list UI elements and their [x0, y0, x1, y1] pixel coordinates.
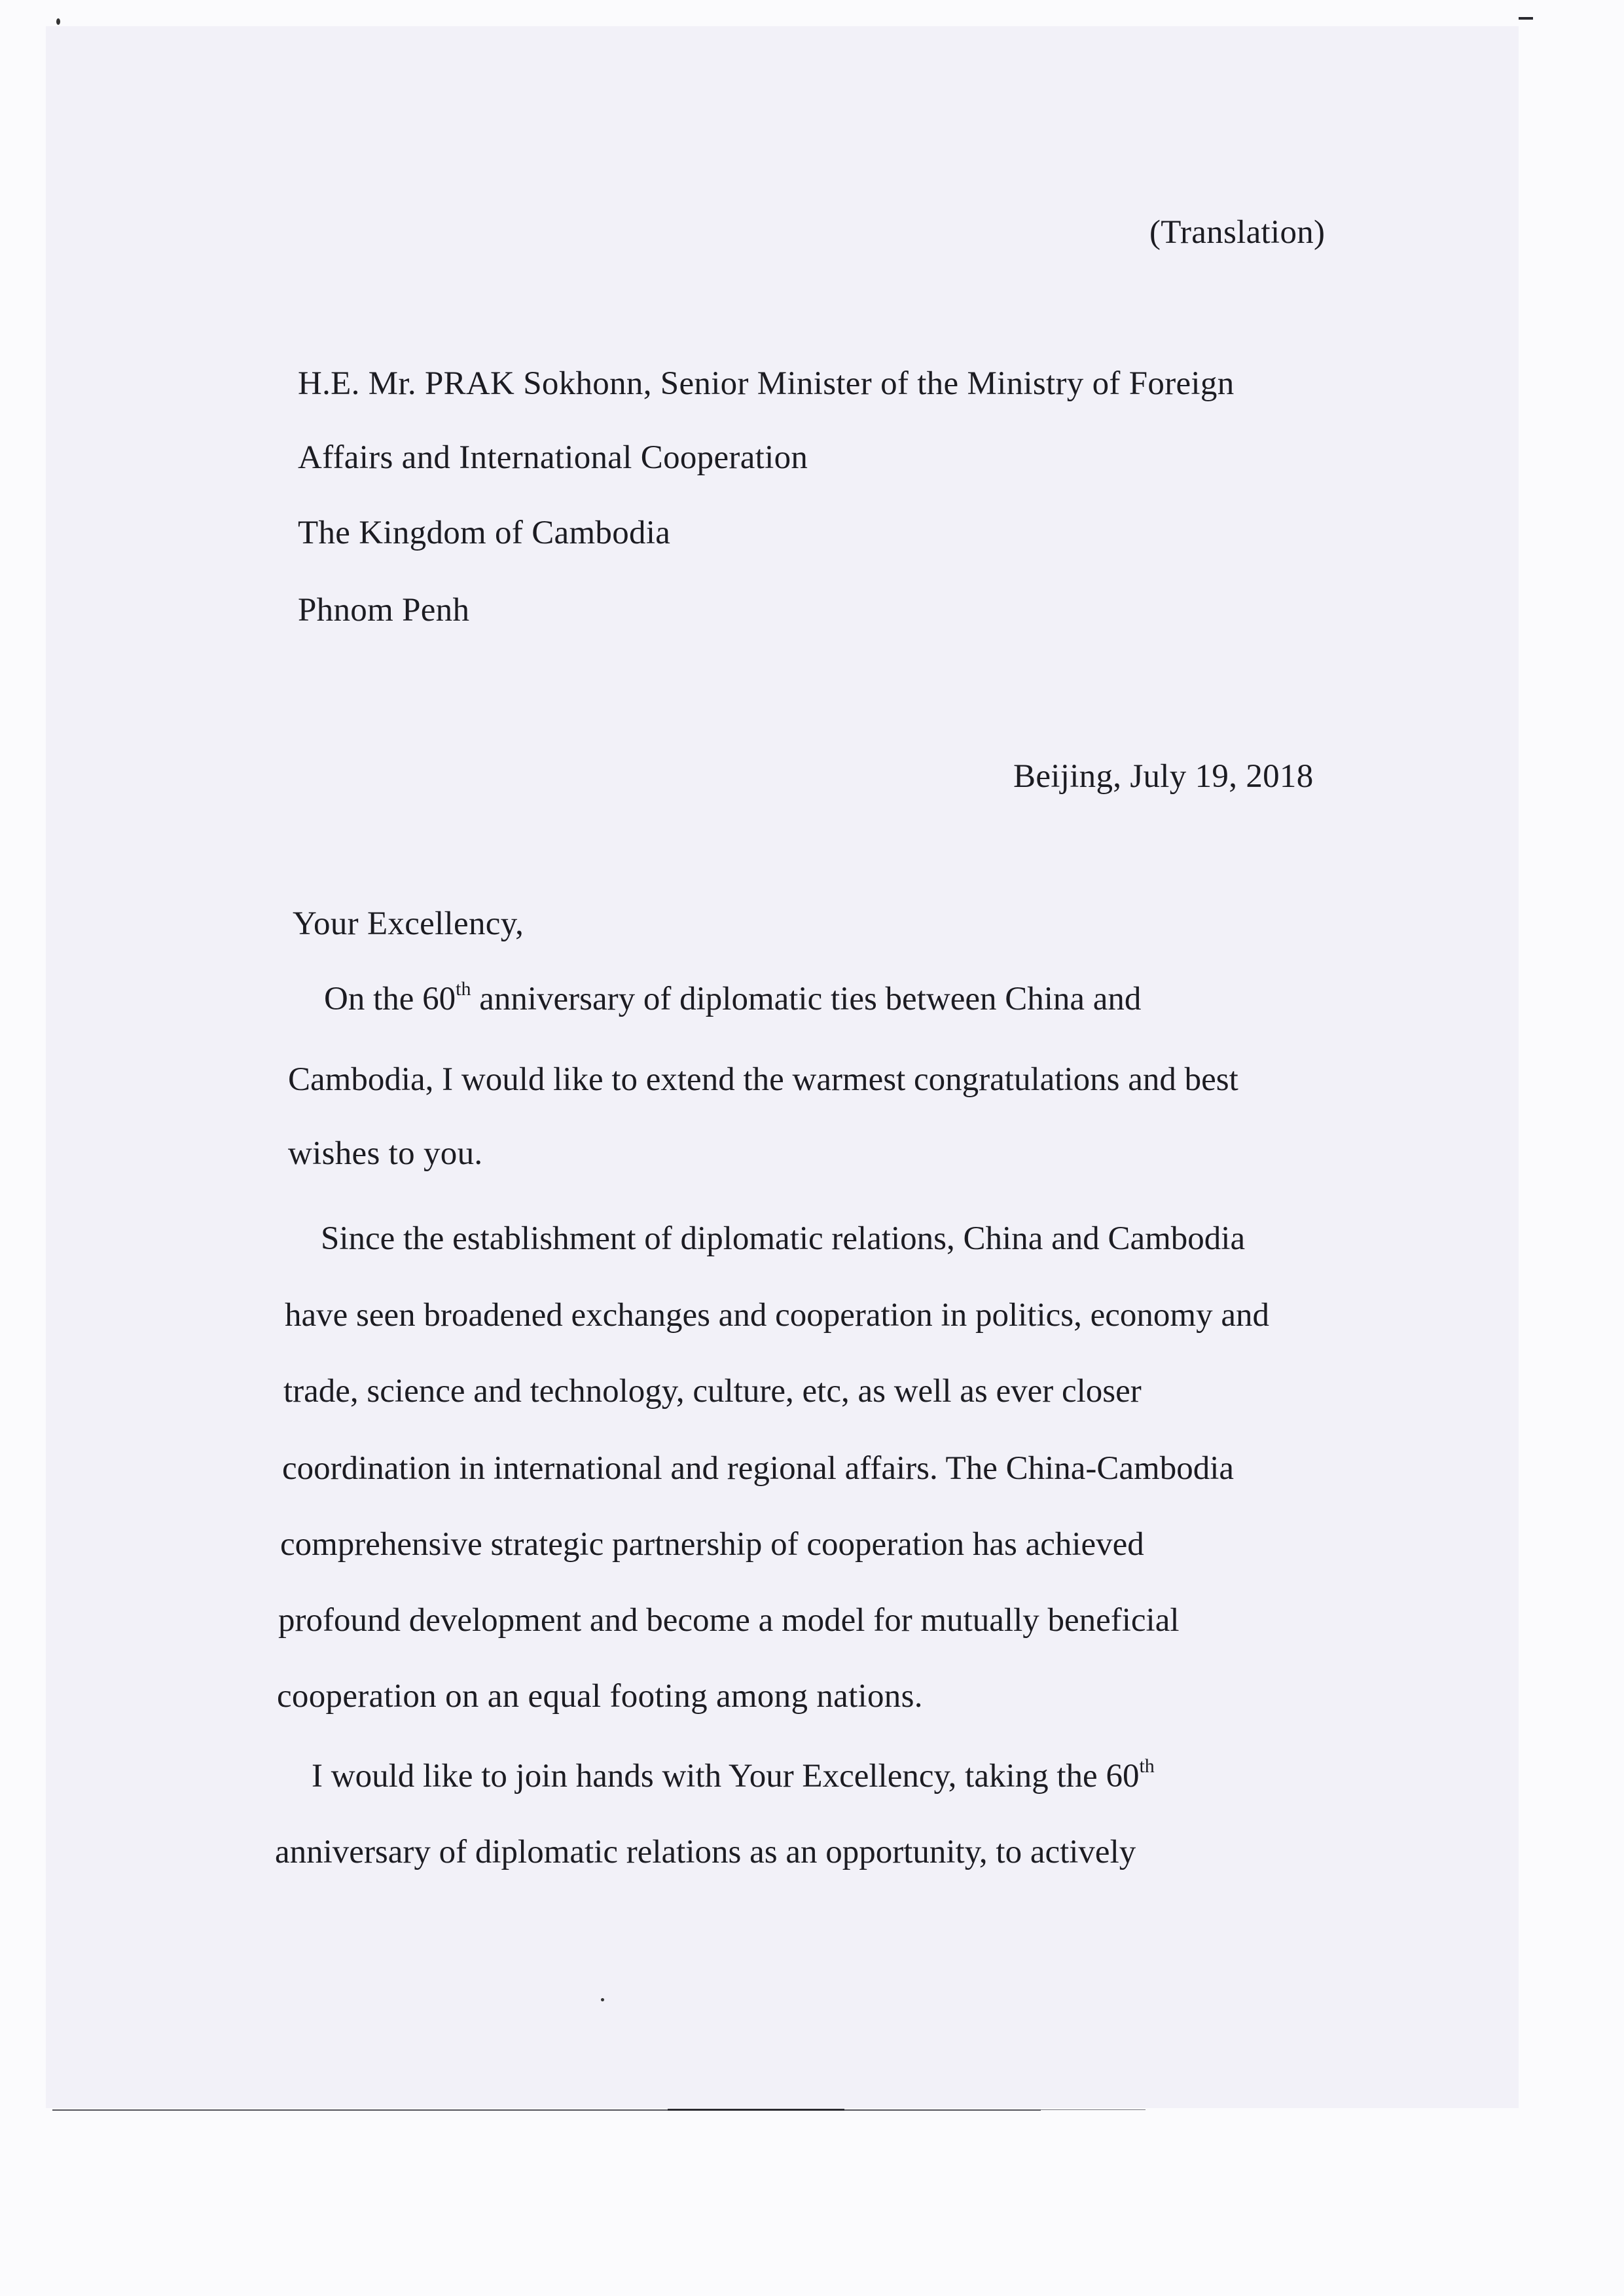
paragraph-2-line-2: have seen broadened exchanges and cooperation in politics, economy and	[285, 1297, 1269, 1334]
salutation: Your Excellency,	[293, 905, 524, 942]
addressee-line-4: Phnom Penh	[298, 592, 470, 629]
scan-bottom-line	[1041, 2109, 1146, 2110]
para3-ordinal-sup: th	[1139, 1755, 1155, 1777]
place-date: Beijing, July 19, 2018	[1013, 758, 1314, 795]
paragraph-3-line-2: anniversary of diplomatic relations as an opportunity, to actively	[275, 1834, 1136, 1870]
scan-bottom-line	[52, 2109, 668, 2111]
translation-label: (Translation)	[1149, 214, 1326, 251]
scan-bottom-line	[668, 2109, 844, 2111]
paragraph-2-line-5: comprehensive strategic partnership of cooperation has achieved	[280, 1526, 1144, 1563]
paragraph-2-line-4: coordination in international and regional affairs. The China-Cambodia	[282, 1450, 1235, 1487]
addressee-line-2: Affairs and International Cooperation	[298, 439, 808, 476]
addressee-line-3: The Kingdom of Cambodia	[298, 515, 671, 551]
para3-line1-pre: I would like to join hands with Your Excellency, taking the 60	[312, 1758, 1140, 1795]
paragraph-1-line-3: wishes to you.	[288, 1135, 483, 1172]
para1-line1-pre: On the 60	[324, 981, 456, 1017]
scan-edge-mark	[1519, 17, 1533, 20]
scan-speck	[601, 1998, 604, 2001]
paragraph-3-line-1	[312, 1757, 1300, 1795]
paragraph-1-line-1	[324, 980, 1311, 1018]
paragraph-2-line-3: trade, science and technology, culture, etc, as well as ever closer	[283, 1373, 1142, 1410]
paragraph-2-line-1: Since the establishment of diplomatic relations, China and Cambodia	[321, 1220, 1246, 1257]
scan-bottom-line	[844, 2109, 1041, 2111]
scan-speck	[56, 18, 60, 25]
paragraph-1-line-2: Cambodia, I would like to extend the warmest congratulations and best	[288, 1061, 1238, 1098]
paragraph-2-line-7: cooperation on an equal footing among nations.	[277, 1678, 923, 1715]
addressee-line-1: H.E. Mr. PRAK Sokhonn, Senior Minister of the Ministry of Foreign	[298, 365, 1235, 402]
para1-line1-post: anniversary of diplomatic ties between China and	[471, 981, 1142, 1017]
para1-ordinal-sup: th	[456, 978, 471, 1000]
paragraph-2-line-6: profound development and become a model for mutually beneficial	[278, 1602, 1180, 1639]
